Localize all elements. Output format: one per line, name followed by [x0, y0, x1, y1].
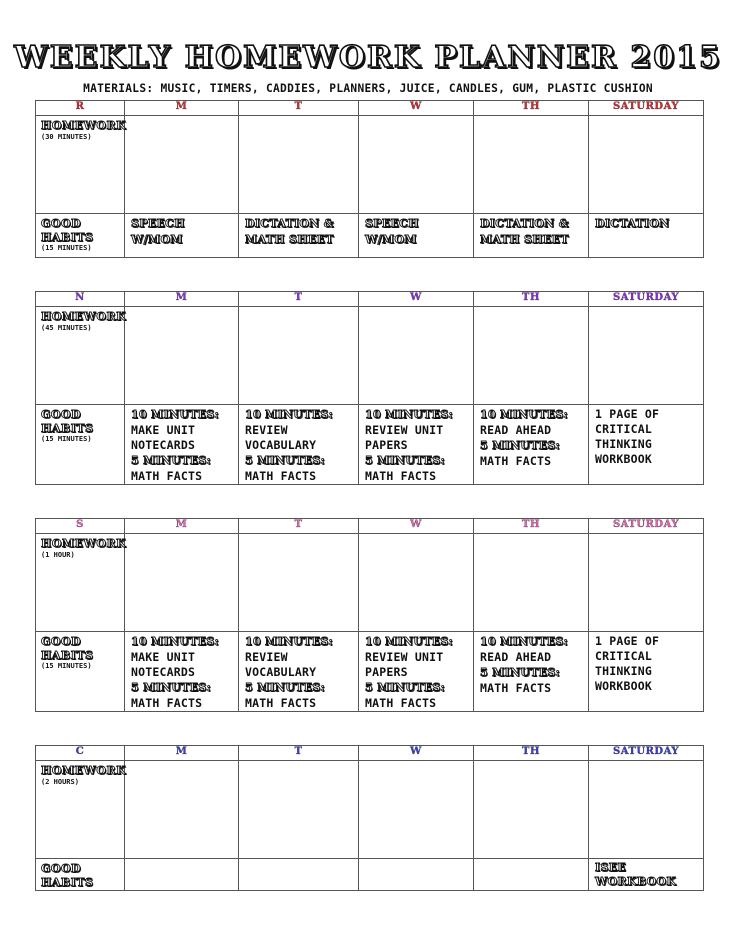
day-header: T: [239, 292, 359, 307]
homework-time: (2 HOURS): [41, 778, 79, 786]
homework-label: HOMEWORK: [41, 764, 127, 777]
note-line: WORKBOOK: [595, 679, 652, 693]
habits-label: HABITS: [41, 649, 94, 662]
habits-cell[interactable]: [589, 859, 704, 891]
note-line: MATH FACTS: [480, 681, 552, 695]
day-header: N: [36, 292, 125, 307]
week-table-1: [35, 100, 704, 258]
homework-label-cell: [36, 534, 125, 632]
week-table-3: [35, 518, 704, 712]
homework-cell[interactable]: [474, 116, 589, 214]
habits-label: HABITS: [41, 876, 94, 889]
note-line: CRITICAL: [595, 649, 652, 663]
habits-label: HABITS: [41, 231, 94, 244]
homework-cell[interactable]: [239, 534, 359, 632]
homework-time: (30 MINUTES): [41, 133, 92, 141]
day-header: SATURDAY: [589, 519, 704, 534]
note-line: 10 MINUTES:: [245, 635, 333, 648]
homework-cell[interactable]: [239, 307, 359, 405]
note-line: MATH FACTS: [245, 696, 317, 710]
note-line: NOTECARDS: [131, 438, 196, 452]
homework-cell[interactable]: [125, 307, 239, 405]
habits-label-cell: [36, 859, 125, 891]
habits-time: (15 MINUTES): [41, 662, 92, 670]
homework-cell[interactable]: [359, 534, 474, 632]
note-line: 5 MINUTES:: [480, 666, 561, 679]
note-line: MATH FACTS: [480, 454, 552, 468]
note-line: PAPERS: [365, 438, 408, 452]
habits-cell[interactable]: [239, 859, 359, 891]
note-line: WORKBOOK: [595, 875, 677, 888]
day-header: W: [359, 101, 474, 116]
note-line: SPEECH: [131, 217, 185, 230]
note-line: MATH FACTS: [365, 469, 437, 483]
homework-label: HOMEWORK: [41, 119, 127, 132]
homework-cell[interactable]: [239, 761, 359, 859]
note-line: REVIEW: [245, 650, 288, 664]
day-header: W: [359, 746, 474, 761]
note-line: 1 PAGE OF: [595, 634, 660, 648]
day-header: SATURDAY: [589, 292, 704, 307]
day-header: SATURDAY: [589, 101, 704, 116]
note-line: 10 MINUTES:: [480, 408, 568, 421]
day-header: W: [359, 519, 474, 534]
habits-cell[interactable]: [474, 632, 589, 712]
day-header: T: [239, 519, 359, 534]
note-line: 1 PAGE OF: [595, 407, 660, 421]
habits-label: GOOD: [41, 862, 82, 875]
note-line: 10 MINUTES:: [365, 408, 453, 421]
habits-cell[interactable]: [474, 214, 589, 258]
note-line: 5 MINUTES:: [245, 681, 326, 694]
note-line: CRITICAL: [595, 422, 652, 436]
homework-label: HOMEWORK: [41, 537, 127, 550]
day-header: M: [125, 519, 239, 534]
note-line: REVIEW UNIT: [365, 423, 444, 437]
note-line: DICTATION: [595, 217, 670, 230]
note-line: DICTATION &: [245, 217, 334, 230]
homework-time: (45 MINUTES): [41, 324, 92, 332]
note-line: MAKE UNIT: [131, 650, 196, 664]
note-line: MATH FACTS: [365, 696, 437, 710]
day-header: M: [125, 746, 239, 761]
note-line: READ AHEAD: [480, 650, 552, 664]
homework-label-cell: [36, 116, 125, 214]
note-line: VOCABULARY: [245, 438, 317, 452]
habits-cell[interactable]: [359, 859, 474, 891]
day-header: T: [239, 746, 359, 761]
habits-time: (15 MINUTES): [41, 244, 92, 252]
homework-label-cell: [36, 307, 125, 405]
day-header: TH: [474, 292, 589, 307]
habits-cell[interactable]: [474, 405, 589, 485]
note-line: THINKING: [595, 664, 652, 678]
habits-label-cell: [36, 405, 125, 485]
note-line: MATH SHEET: [480, 233, 569, 246]
note-line: MATH FACTS: [245, 469, 317, 483]
habits-label: HABITS: [41, 422, 94, 435]
habits-label: GOOD: [41, 635, 82, 648]
homework-cell[interactable]: [125, 534, 239, 632]
note-line: MATH FACTS: [131, 696, 203, 710]
materials-list: MATERIALS: MUSIC, TIMERS, CADDIES, PLANNERS, JUICE, CANDLES, GUM, PLASTIC CUSHION: [83, 82, 653, 95]
note-line: 5 MINUTES:: [131, 681, 212, 694]
note-line: 5 MINUTES:: [131, 454, 212, 467]
day-header: R: [36, 101, 125, 116]
habits-cell[interactable]: [239, 632, 359, 712]
note-line: 5 MINUTES:: [245, 454, 326, 467]
habits-label-cell: [36, 632, 125, 712]
day-header: M: [125, 101, 239, 116]
day-header: C: [36, 746, 125, 761]
homework-cell[interactable]: [239, 116, 359, 214]
note-line: MAKE UNIT: [131, 423, 196, 437]
habits-cell[interactable]: [125, 859, 239, 891]
note-line: NOTECARDS: [131, 665, 196, 679]
habits-cell[interactable]: [589, 214, 704, 258]
homework-label: HOMEWORK: [41, 310, 127, 323]
habits-cell[interactable]: [589, 632, 704, 712]
habits-cell[interactable]: [474, 859, 589, 891]
homework-label-cell: [36, 761, 125, 859]
note-line: REVIEW: [245, 423, 288, 437]
homework-cell[interactable]: [589, 307, 704, 405]
habits-label: GOOD: [41, 217, 82, 230]
habits-cell[interactable]: [359, 632, 474, 712]
habits-cell[interactable]: [239, 214, 359, 258]
note-line: MATH FACTS: [131, 469, 203, 483]
homework-cell[interactable]: [589, 116, 704, 214]
homework-time: (1 HOUR): [41, 551, 75, 559]
habits-cell[interactable]: [589, 405, 704, 485]
habits-cell[interactable]: [239, 405, 359, 485]
habits-cell[interactable]: [359, 214, 474, 258]
week-table-4: [35, 745, 704, 891]
note-line: 10 MINUTES:: [131, 408, 219, 421]
week-table-2: [35, 291, 704, 485]
homework-cell[interactable]: [359, 761, 474, 859]
note-line: 5 MINUTES:: [480, 439, 561, 452]
note-line: REVIEW UNIT: [365, 650, 444, 664]
note-line: VOCABULARY: [245, 665, 317, 679]
note-line: MATH SHEET: [245, 233, 334, 246]
day-header: M: [125, 292, 239, 307]
day-header: TH: [474, 101, 589, 116]
day-header: SATURDAY: [589, 746, 704, 761]
note-line: 10 MINUTES:: [480, 635, 568, 648]
homework-cell[interactable]: [125, 116, 239, 214]
habits-time: (15 MINUTES): [41, 435, 92, 443]
note-line: READ AHEAD: [480, 423, 552, 437]
homework-cell[interactable]: [474, 761, 589, 859]
homework-cell[interactable]: [125, 761, 239, 859]
day-header: TH: [474, 519, 589, 534]
homework-cell[interactable]: [359, 116, 474, 214]
day-header: T: [239, 101, 359, 116]
note-line: W/MOM: [131, 233, 183, 246]
note-line: W/MOM: [365, 233, 417, 246]
note-line: 5 MINUTES:: [365, 681, 446, 694]
note-line: SPEECH: [365, 217, 419, 230]
note-line: 5 MINUTES:: [365, 454, 446, 467]
habits-label: GOOD: [41, 408, 82, 421]
homework-cell[interactable]: [474, 534, 589, 632]
note-line: 10 MINUTES:: [131, 635, 219, 648]
note-line: 10 MINUTES:: [245, 408, 333, 421]
habits-cell[interactable]: [359, 405, 474, 485]
day-header: S: [36, 519, 125, 534]
homework-cell[interactable]: [359, 307, 474, 405]
homework-cell[interactable]: [474, 307, 589, 405]
note-line: ISEE: [595, 861, 627, 874]
day-header: W: [359, 292, 474, 307]
note-line: 10 MINUTES:: [365, 635, 453, 648]
page-title: WEEKLY HOMEWORK PLANNER 2015: [14, 40, 722, 75]
habits-cell[interactable]: [125, 632, 239, 712]
note-line: THINKING: [595, 437, 652, 451]
habits-label-cell: [36, 214, 125, 258]
note-line: PAPERS: [365, 665, 408, 679]
habits-cell[interactable]: [125, 405, 239, 485]
homework-cell[interactable]: [589, 761, 704, 859]
note-line: DICTATION &: [480, 217, 569, 230]
homework-cell[interactable]: [589, 534, 704, 632]
habits-cell[interactable]: [125, 214, 239, 258]
note-line: WORKBOOK: [595, 452, 652, 466]
day-header: TH: [474, 746, 589, 761]
